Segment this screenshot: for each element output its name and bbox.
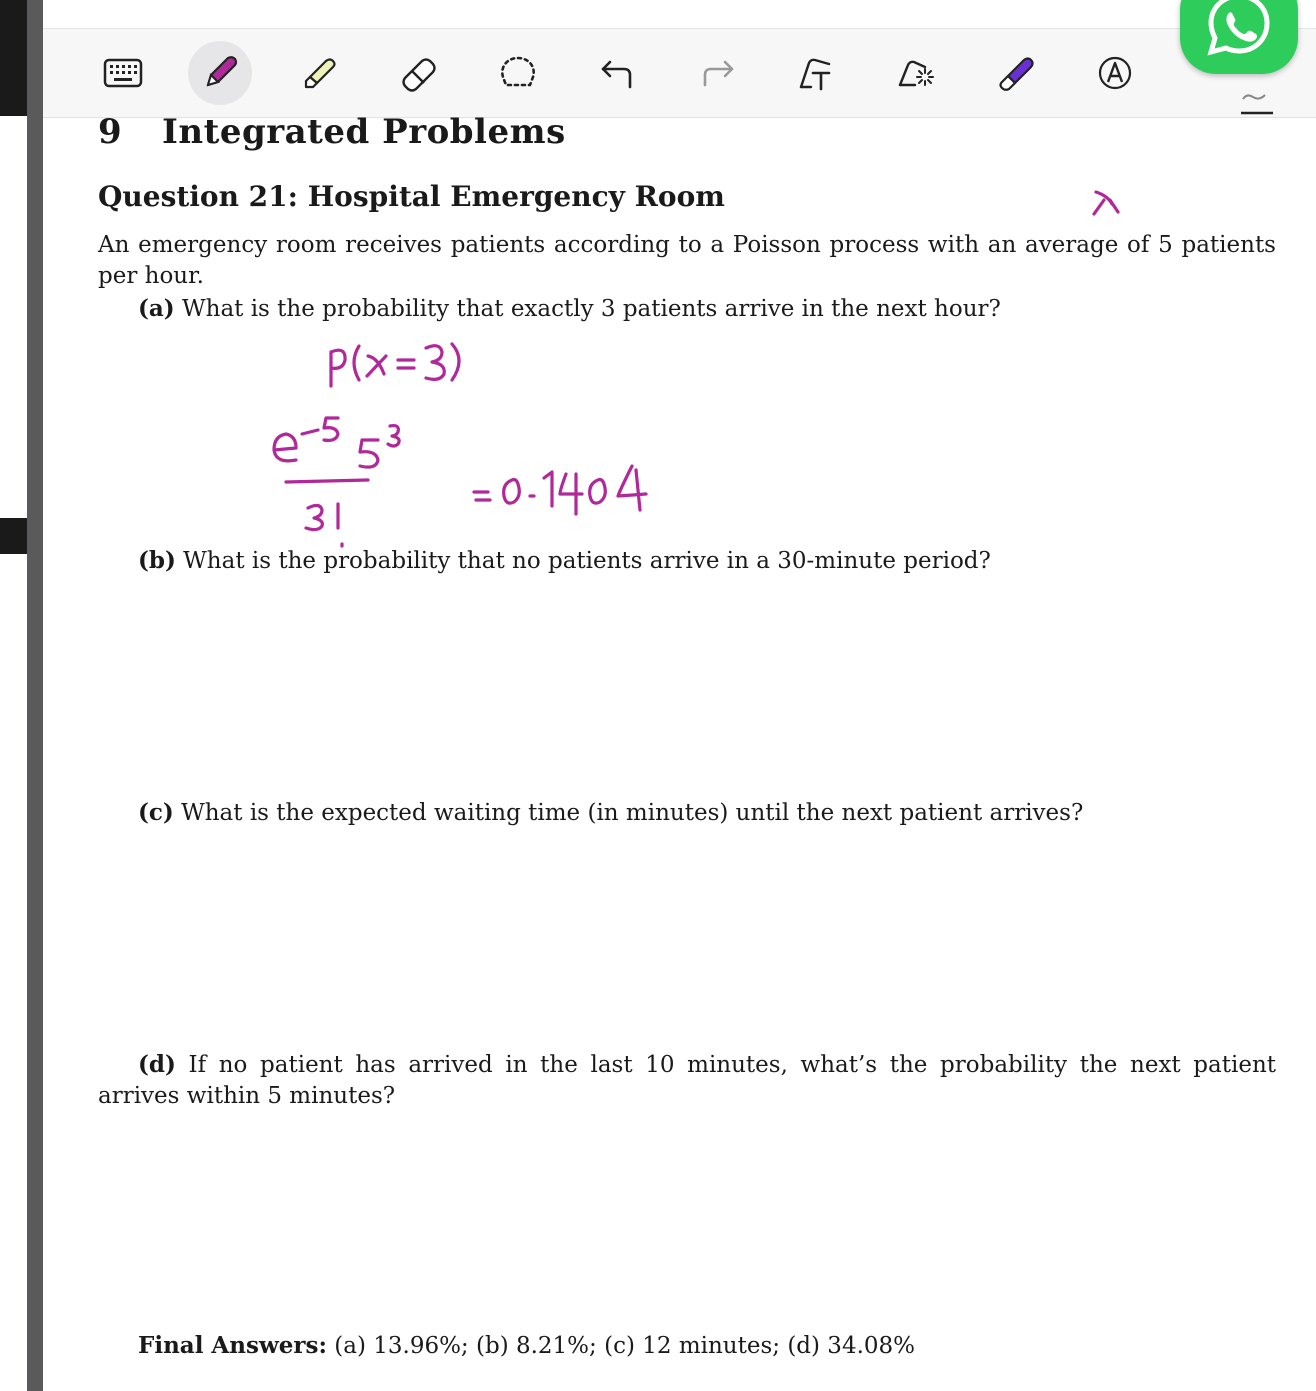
letter-a-icon	[1093, 51, 1137, 95]
lasso-icon	[496, 51, 540, 95]
part-d-label: (d)	[138, 1051, 176, 1078]
text-icon	[795, 51, 839, 95]
undo-icon	[596, 51, 640, 95]
text-tool-button[interactable]	[785, 41, 849, 105]
section-number: 9	[98, 112, 123, 152]
eraser-icon	[397, 51, 441, 95]
redo-icon	[695, 51, 739, 95]
final-answers	[138, 1332, 915, 1359]
pen-icon	[198, 51, 242, 95]
whatsapp-icon	[1199, 0, 1279, 64]
shape-recognition-button[interactable]	[1083, 41, 1147, 105]
marker-icon	[995, 51, 1039, 95]
undo-button[interactable]	[586, 41, 650, 105]
top-strip	[43, 0, 1316, 29]
part-b	[138, 545, 991, 577]
ink-lambda	[1094, 192, 1118, 214]
partial-tool-icon[interactable]	[1239, 91, 1275, 121]
left-edge-band	[0, 0, 27, 116]
eraser-button[interactable]	[387, 41, 451, 105]
drawing-toolbar	[43, 29, 1316, 118]
more-options-icon[interactable]	[58, 656, 66, 719]
part-c-label: (c)	[138, 799, 174, 826]
ink-fraction-bar	[286, 480, 368, 482]
part-a	[138, 293, 1001, 325]
ink-e-power-minus-5	[274, 418, 338, 461]
ink-p-of-x-equals-3	[331, 344, 459, 386]
part-c	[138, 797, 1083, 829]
part-a-text: What is the probability that exactly 3 patients arrive in the next hour?	[181, 296, 1001, 322]
ink-equals-0-1404	[474, 466, 646, 514]
final-answers-text: (a) 13.96%; (b) 8.21%; (c) 12 minutes; (d) 34.08%	[334, 1333, 916, 1359]
left-edge	[0, 0, 27, 1391]
ink-3-factorial	[306, 504, 342, 546]
part-b-label: (b)	[138, 547, 176, 574]
part-c-text: What is the expected waiting time (in minutes) until the next patient arrives?	[181, 800, 1084, 826]
final-answers-label: Final Answers:	[138, 1332, 327, 1359]
question-intro: An emergency room receives patients according to a Poisson process with an average of 5 patients per hour.	[98, 232, 1276, 289]
redo-button[interactable]	[685, 41, 749, 105]
part-d	[98, 1049, 1276, 1112]
keyboard-icon	[101, 51, 145, 95]
marker-button[interactable]	[985, 41, 1049, 105]
pen-button[interactable]	[188, 41, 252, 105]
question-title: Question 21: Hospital Emergency Room	[98, 180, 725, 213]
left-edge-band	[0, 518, 27, 554]
section-title: Integrated Problems	[162, 112, 566, 152]
part-a-label: (a)	[138, 295, 175, 322]
laser-pointer-button[interactable]	[885, 41, 949, 105]
ink-5-cubed	[360, 426, 399, 468]
keyboard-button[interactable]	[91, 41, 155, 105]
section-heading	[98, 112, 566, 152]
highlighter-button[interactable]	[288, 41, 352, 105]
part-d-text: If no patient has arrived in the last 10 minutes, what’s the probability the next patient arrives within 5 minutes?	[98, 1052, 1276, 1109]
whatsapp-floating-button[interactable]	[1180, 0, 1298, 74]
highlighter-icon	[298, 51, 342, 95]
lasso-button[interactable]	[486, 41, 550, 105]
laser-pointer-icon	[895, 51, 939, 95]
part-b-text: What is the probability that no patients arrive in a 30-minute period?	[183, 548, 991, 574]
sidebar-rail[interactable]	[27, 0, 43, 1391]
